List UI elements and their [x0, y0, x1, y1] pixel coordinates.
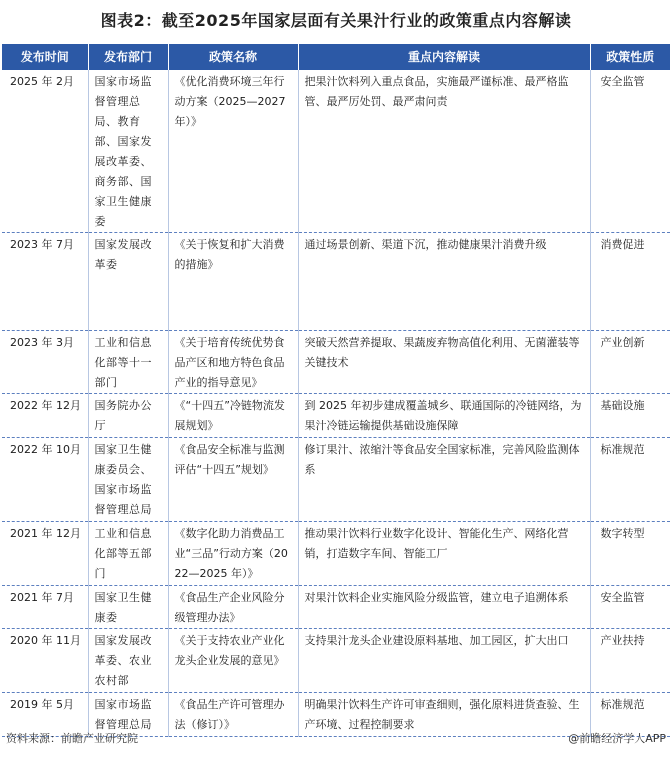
cell-content: 到 2025 年初步建成覆盖城乡、联通国际的冷链网络，为果汁冷链运输提供基础设施保障	[298, 394, 590, 438]
cell-dept: 国家卫生健康委员会、国家市场监督管理总局	[88, 438, 168, 522]
cell-content: 推动果汁饮料行业数字化设计、智能化生产、网络化营销，打造数字车间、智能工厂	[298, 522, 590, 586]
header-date: 发布时间	[2, 44, 88, 70]
table-row	[2, 522, 670, 586]
table-header-row	[2, 44, 670, 70]
cell-content: 对果汁饮料企业实施风险分级监管，建立电子追溯体系	[298, 586, 590, 629]
cell-policy-name: 《关于培育传统优势食品产区和地方特色食品产业的指导意见》	[168, 331, 298, 394]
cell-content: 支持果汁龙头企业建设原料基地、加工园区，扩大出口	[298, 629, 590, 693]
table-row	[2, 233, 670, 331]
cell-nature: 消费促进	[590, 233, 670, 331]
cell-content: 明确果汁饮料生产许可审查细则，强化原料进货查验、生产环境、过程控制要求	[298, 693, 590, 737]
cell-nature: 安全监管	[590, 586, 670, 629]
table-row	[2, 438, 670, 522]
cell-dept: 国务院办公厅	[88, 394, 168, 438]
cell-nature: 产业扶持	[590, 629, 670, 693]
cell-policy-name: 《“十四五”冷链物流发展规划》	[168, 394, 298, 438]
header-dept: 发布部门	[88, 44, 168, 70]
cell-policy-name: 《关于支持农业产业化龙头企业发展的意见》	[168, 629, 298, 693]
brand-credit: @前瞻经济学人APP	[568, 732, 666, 745]
cell-dept: 国家市场监督管理总局	[88, 693, 168, 737]
table-row	[2, 331, 670, 394]
cell-date: 2019 年 5月	[2, 693, 88, 737]
cell-policy-name: 《食品生产许可管理办法（修订）》	[168, 693, 298, 737]
header-content: 重点内容解读	[298, 44, 590, 70]
table-row	[2, 586, 670, 629]
cell-content: 修订果汁、浓缩汁等食品安全国家标准，完善风险监测体系	[298, 438, 590, 522]
cell-dept: 工业和信息化部等十一部门	[88, 331, 168, 394]
cell-date: 2023 年 7月	[2, 233, 88, 331]
cell-date: 2025 年 2月	[2, 70, 88, 233]
cell-nature: 标准规范	[590, 438, 670, 522]
table-row	[2, 629, 670, 693]
cell-date: 2021 年 7月	[2, 586, 88, 629]
cell-content: 突破天然营养提取、果蔬废弃物高值化利用、无菌灌装等关键技术	[298, 331, 590, 394]
cell-date: 2020 年 11月	[2, 629, 88, 693]
cell-content: 通过场景创新、渠道下沉，推动健康果汁消费升级	[298, 233, 590, 331]
cell-nature: 安全监管	[590, 70, 670, 233]
header-name: 政策名称	[168, 44, 298, 70]
source-note: 资料来源：前瞻产业研究院	[6, 732, 138, 745]
cell-date: 2022 年 12月	[2, 394, 88, 438]
cell-nature: 数字转型	[590, 522, 670, 586]
cell-dept: 工业和信息化部等五部门	[88, 522, 168, 586]
cell-date: 2023 年 3月	[2, 331, 88, 394]
cell-nature: 标准规范	[590, 693, 670, 737]
cell-date: 2022 年 10月	[2, 438, 88, 522]
cell-policy-name: 《优化消费环境三年行动方案（2025—2027年）》	[168, 70, 298, 233]
cell-dept: 国家发展改革委	[88, 233, 168, 331]
cell-content: 把果汁饮料列入重点食品，实施最严谨标准、最严格监管、最严厉处罚、最严肃问责	[298, 70, 590, 233]
cell-dept: 国家卫生健康委	[88, 586, 168, 629]
cell-policy-name: 《食品安全标准与监测评估“十四五”规划》	[168, 438, 298, 522]
header-nature: 政策性质	[590, 44, 670, 70]
cell-policy-name: 《数字化助力消费品工业“三品”行动方案（2022—2025 年）》	[168, 522, 298, 586]
page-title: 图表2：截至2025年国家层面有关果汁行业的政策重点内容解读	[100, 11, 572, 30]
cell-nature: 基础设施	[590, 394, 670, 438]
table-row	[2, 394, 670, 438]
cell-dept: 国家市场监督管理总局、教育部、国家发展改革委、商务部、国家卫生健康委	[88, 70, 168, 233]
cell-policy-name: 《食品生产企业风险分级管理办法》	[168, 586, 298, 629]
cell-dept: 国家发展改革委、农业农村部	[88, 629, 168, 693]
cell-policy-name: 《关于恢复和扩大消费的措施》	[168, 233, 298, 331]
policy-table	[2, 44, 670, 737]
cell-nature: 产业创新	[590, 331, 670, 394]
cell-date: 2021 年 12月	[2, 522, 88, 586]
table-row	[2, 70, 670, 233]
